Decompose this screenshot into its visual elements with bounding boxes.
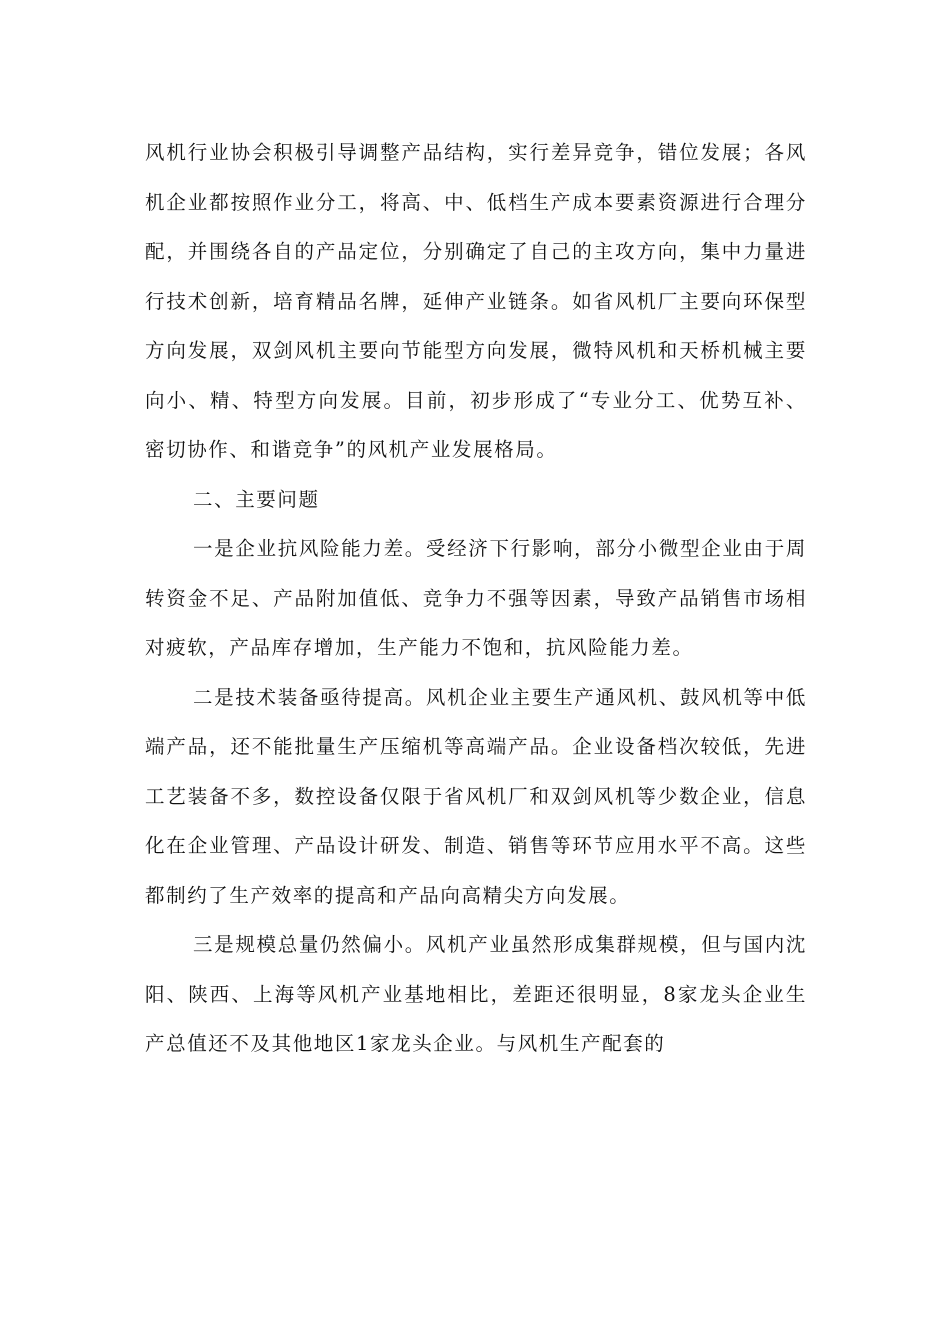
paragraph-technical-equipment: 二是技术装备亟待提高。风机企业主要生产通风机、鼓风机等中低端产品，还不能批量生产压缩机等高端产品。企业设备档次较低，先进工艺装备不多，数控设备仅限于省风机厂和双剑风机等少数企业，信息化在企业管理、产品设计研发、制造、销售等环节应用水平不高。这些都制约了生产效率的提高和产品向高精尖方向发展。 <box>145 685 807 907</box>
document-body <box>145 128 807 1069</box>
paragraph-risk-resistance: 一是企业抗风险能力差。受经济下行影响，部分小微型企业由于周转资金不足、产品附加值低、竞争力不强等因素，导致产品销售市场相对疲软，产品库存增加，生产能力不饱和，抗风险能力差。 <box>145 537 807 659</box>
paragraph-continuation: 风机行业协会积极引导调整产品结构，实行差异竞争，错位发展；各风机企业都按照作业分工，将高、中、低档生产成本要素资源进行合理分配，并围绕各自的产品定位，分别确定了自己的主攻方向，集中力量进行技术创新，培育精品名牌，延伸产业链条。如省风机厂主要向环保型方向发展，双剑风机主要向节能型方向发展，微特风机和天桥机械主要向小、精、特型方向发展。目前，初步形成了“专业分工、优势互补、密切协作、和谐竞争”的风机产业发展格局。 <box>145 141 807 461</box>
section-heading-main-problems: 二、主要问题 <box>193 487 320 511</box>
paragraph-scale-total: 三是规模总量仍然偏小。风机产业虽然形成集群规模，但与国内沈阳、陕西、上海等风机产业基地相比，差距还很明显，8家龙头企业生产总值还不及其他地区1家龙头企业。与风机生产配套的 <box>145 933 807 1055</box>
